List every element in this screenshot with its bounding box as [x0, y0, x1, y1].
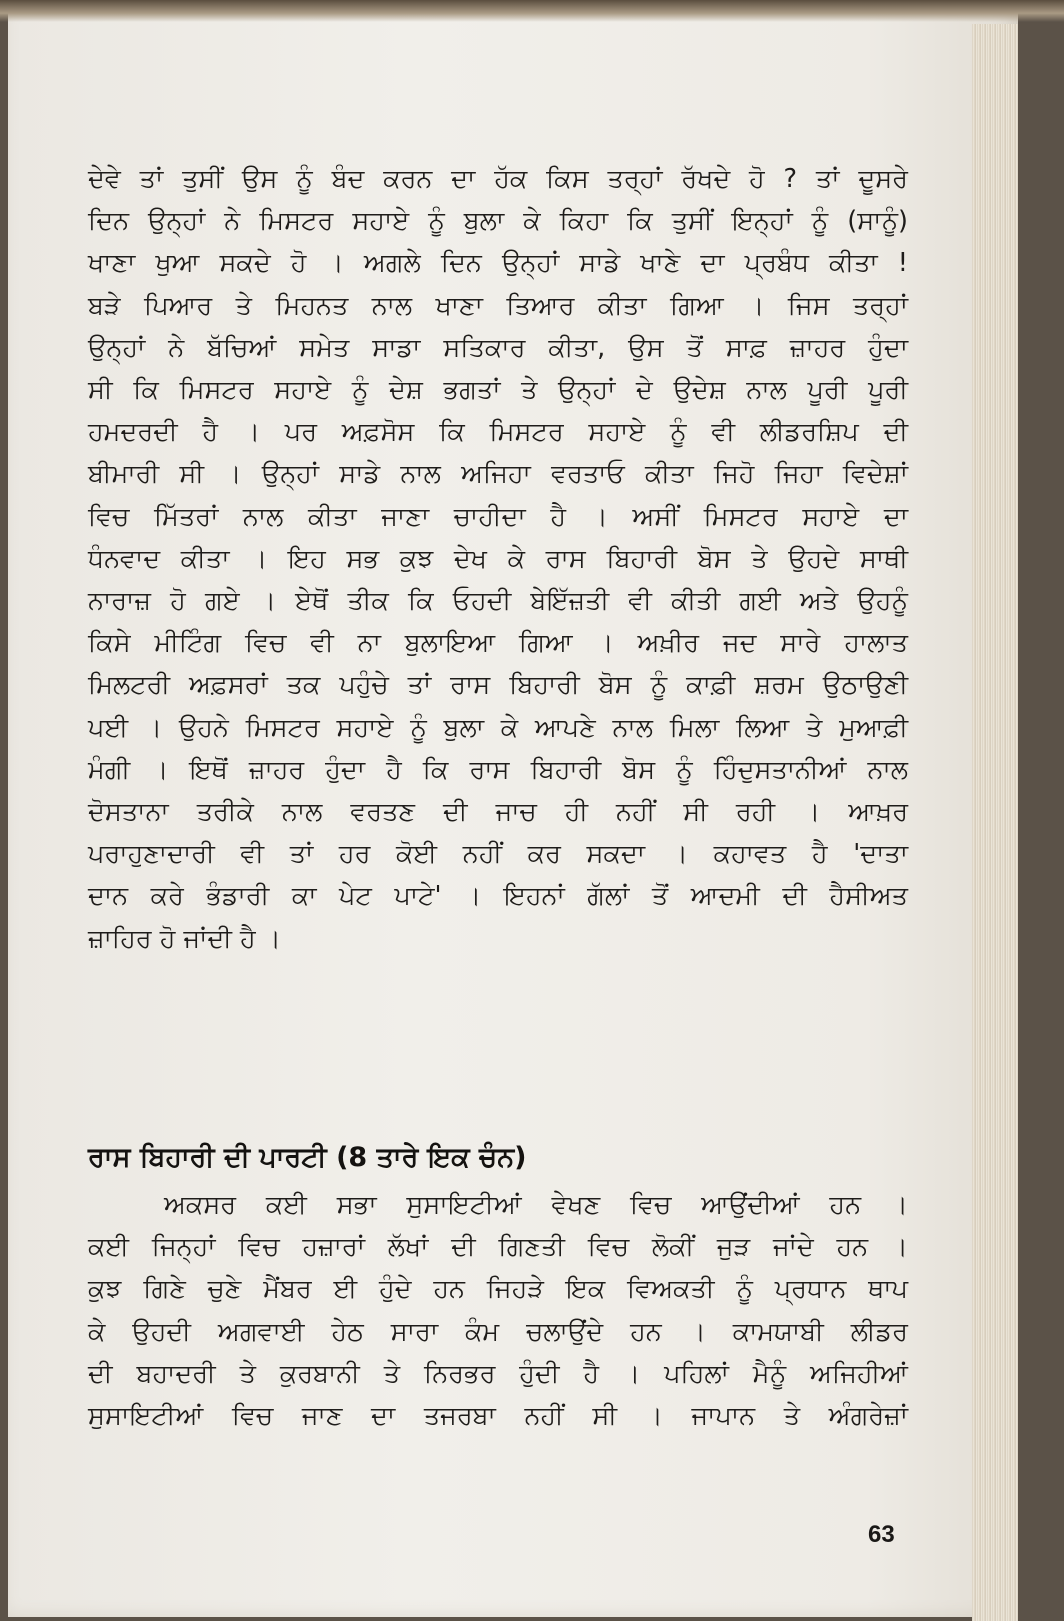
- text-line: ਦਾਨ ਕਰੇ ਭੰਡਾਰੀ ਕਾ ਪੇਟ ਪਾਟੇ' । ਇਹਨਾਂ ਗੱਲਾਂ ਤੋਂ ਆਦਮੀ ਦੀ ਹੈਸੀਅਤ: [88, 881, 908, 912]
- text-line: ਮੰਗੀ । ਇਥੋਂ ਜ਼ਾਹਰ ਹੁੰਦਾ ਹੈ ਕਿ ਰਾਸ ਬਿਹਾਰੀ ਬੋਸ ਨੂੰ ਹਿੰਦੁਸਤਾਨੀਆਂ ਨਾਲ: [88, 754, 908, 785]
- body-paragraph: [88, 158, 908, 960]
- text-line: ਨਾਰਾਜ਼ ਹੋ ਗਏ । ਏਥੋਂ ਤੀਕ ਕਿ ਓਹਦੀ ਬੇਇੱਜ਼ਤੀ ਵੀ ਕੀਤੀ ਗਈ ਅਤੇ ਉਹਨੂੰ: [88, 586, 908, 617]
- text-line: ਉਨ੍ਹਾਂ ਨੇ ਬੱਚਿਆਂ ਸਮੇਤ ਸਾਡਾ ਸਤਿਕਾਰ ਕੀਤਾ, ਉਸ ਤੋਂ ਸਾਫ਼ ਜ਼ਾਹਰ ਹੁੰਦਾ: [88, 332, 908, 363]
- page-number: 63: [868, 1521, 895, 1548]
- text-line: ਪਈ । ਉਹਨੇ ਮਿਸਟਰ ਸਹਾਏ ਨੂੰ ਬੁਲਾ ਕੇ ਆਪਣੇ ਨਾਲ ਮਿਲਾ ਲਿਆ ਤੇ ਮੁਆਫ਼ੀ: [88, 712, 908, 743]
- section-heading: ਰਾਸ ਬਿਹਾਰੀ ਦੀ ਪਾਰਟੀ (8 ਤਾਰੇ ਇਕ ਚੰਨ): [88, 1142, 527, 1173]
- text-line: ਮਿਲਟਰੀ ਅਫ਼ਸਰਾਂ ਤਕ ਪਹੁੰਚੇ ਤਾਂ ਰਾਸ ਬਿਹਾਰੀ ਬੋਸ ਨੂੰ ਕਾਫ਼ੀ ਸ਼ਰਮ ਉਠਾਉਣੀ: [88, 670, 908, 701]
- text-line: ਜ਼ਾਹਿਰ ਹੋ ਜਾਂਦੀ ਹੈ ।: [88, 923, 281, 954]
- text-line: ਪਰਾਹੁਣਾਦਾਰੀ ਵੀ ਤਾਂ ਹਰ ਕੋਈ ਨਹੀਂ ਕਰ ਸਕਦਾ । ਕਹਾਵਤ ਹੈ 'ਦਾਤਾ: [88, 839, 908, 870]
- top-shadow: [0, 0, 1064, 22]
- text-line: ਸੁਸਾਇਟੀਆਂ ਵਿਚ ਜਾਣ ਦਾ ਤਜਰਬਾ ਨਹੀਂ ਸੀ । ਜਾਪਾਨ ਤੇ ਅੰਗਰੇਜ਼ਾਂ: [88, 1401, 908, 1432]
- text-line: ਦੋਸਤਾਨਾ ਤਰੀਕੇ ਨਾਲ ਵਰਤਣ ਦੀ ਜਾਚ ਹੀ ਨਹੀਂ ਸੀ ਰਹੀ । ਆਖ਼ਰ: [88, 797, 908, 828]
- text-line: ਕੁਝ ਗਿਣੇ ਚੁਣੇ ਮੈਂਬਰ ਈ ਹੁੰਦੇ ਹਨ ਜਿਹੜੇ ਇਕ ਵਿਅਕਤੀ ਨੂੰ ਪ੍ਰਧਾਨ ਥਾਪ: [88, 1274, 908, 1305]
- text-line: ਅਕਸਰ ਕਈ ਸਭਾ ਸੁਸਾਇਟੀਆਂ ਵੇਖਣ ਵਿਚ ਆਉਂਦੀਆਂ ਹਨ ।: [164, 1190, 908, 1220]
- text-line: ਬੀਮਾਰੀ ਸੀ । ਉਨ੍ਹਾਂ ਸਾਡੇ ਨਾਲ ਅਜਿਹਾ ਵਰਤਾਓ ਕੀਤਾ ਜਿਹੋ ਜਿਹਾ ਵਿਦੇਸ਼ਾਂ: [88, 459, 908, 490]
- text-line: ਦੇਵੇ ਤਾਂ ਤੁਸੀਂ ਉਸ ਨੂੰ ਬੰਦ ਕਰਨ ਦਾ ਹੱਕ ਕਿਸ ਤਰ੍ਹਾਂ ਰੱਖਦੇ ਹੋ ? ਤਾਂ ਦੂਸਰੇ: [88, 164, 908, 194]
- text-line: ਬੜੇ ਪਿਆਰ ਤੇ ਮਿਹਨਤ ਨਾਲ ਖਾਣਾ ਤਿਆਰ ਕੀਤਾ ਗਿਆ । ਜਿਸ ਤਰ੍ਹਾਂ: [88, 290, 908, 321]
- text-line: ਦਿਨ ਉਨ੍ਹਾਂ ਨੇ ਮਿਸਟਰ ਸਹਾਏ ਨੂੰ ਬੁਲਾ ਕੇ ਕਿਹਾ ਕਿ ਤੁਸੀਂ ਇਨ੍ਹਾਂ ਨੂੰ (ਸਾਨੂੰ): [88, 206, 908, 237]
- text-line: ਹਮਦਰਦੀ ਹੈ । ਪਰ ਅਫ਼ਸੋਸ ਕਿ ਮਿਸਟਰ ਸਹਾਏ ਨੂੰ ਵੀ ਲੀਡਰਸ਼ਿਪ ਦੀ: [88, 417, 908, 448]
- text-line: ਕੇ ਉਹਦੀ ਅਗਵਾਈ ਹੇਠ ਸਾਰਾ ਕੰਮ ਚਲਾਉਂਦੇ ਹਨ । ਕਾਮਯਾਬੀ ਲੀਡਰ: [88, 1316, 908, 1347]
- text-line: ਸੀ ਕਿ ਮਿਸਟਰ ਸਹਾਏ ਨੂੰ ਦੇਸ਼ ਭਗਤਾਂ ਤੇ ਉਨ੍ਹਾਂ ਦੇ ਉਦੇਸ਼ ਨਾਲ ਪੂਰੀ ਪੂਰੀ: [88, 375, 908, 406]
- page-stack-edge: [972, 24, 1018, 1621]
- text-line: ਖਾਣਾ ਖੁਆ ਸਕਦੇ ਹੋ । ਅਗਲੇ ਦਿਨ ਉਨ੍ਹਾਂ ਸਾਡੇ ਖਾਣੇ ਦਾ ਪ੍ਰਬੰਧ ਕੀਤਾ !: [88, 248, 908, 279]
- text-line: ਵਿਚ ਮਿੱਤਰਾਂ ਨਾਲ ਕੀਤਾ ਜਾਣਾ ਚਾਹੀਦਾ ਹੈ । ਅਸੀਂ ਮਿਸਟਰ ਸਹਾਏ ਦਾ: [88, 501, 908, 532]
- text-line: ਕਈ ਜਿਨ੍ਹਾਂ ਵਿਚ ਹਜ਼ਾਰਾਂ ਲੱਖਾਂ ਦੀ ਗਿਣਤੀ ਵਿਚ ਲੋਕੀਂ ਜੁੜ ਜਾਂਦੇ ਹਨ ।: [88, 1232, 908, 1263]
- section-paragraph: [88, 1184, 908, 1437]
- text-line: ਦੀ ਬਹਾਦਰੀ ਤੇ ਕੁਰਬਾਨੀ ਤੇ ਨਿਰਭਰ ਹੁੰਦੀ ਹੈ । ਪਹਿਲਾਂ ਮੈਨੂੰ ਅਜਿਹੀਆਂ: [88, 1358, 908, 1389]
- text-line: ਧੰਨਵਾਦ ਕੀਤਾ । ਇਹ ਸਭ ਕੁਝ ਦੇਖ ਕੇ ਰਾਸ ਬਿਹਾਰੀ ਬੋਸ ਤੇ ਉਹਦੇ ਸਾਥੀ: [88, 543, 908, 574]
- text-line: ਕਿਸੇ ਮੀਟਿੰਗ ਵਿਚ ਵੀ ਨਾ ਬੁਲਾਇਆ ਗਿਆ । ਅਖ਼ੀਰ ਜਦ ਸਾਰੇ ਹਾਲਾਤ: [88, 628, 908, 659]
